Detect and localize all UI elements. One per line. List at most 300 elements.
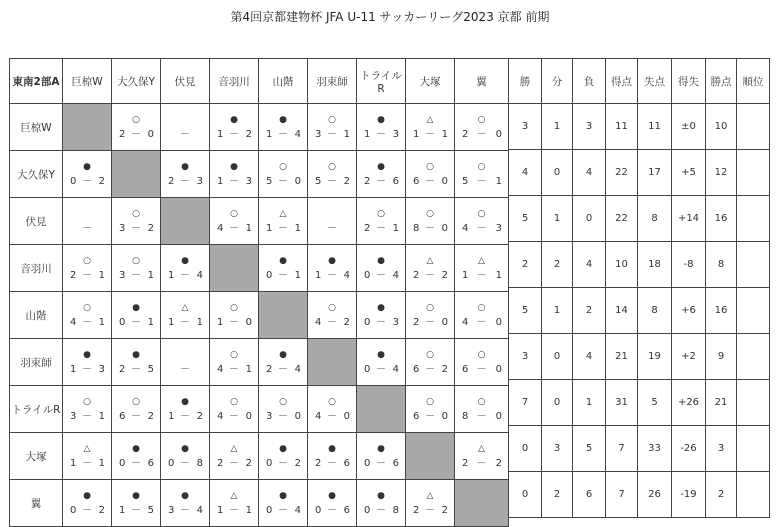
match-cell <box>357 104 406 151</box>
match-cell <box>112 433 161 480</box>
goals-against: 2 <box>495 458 502 469</box>
score-separator: － <box>327 458 337 469</box>
score-separator: － <box>180 505 190 516</box>
goals-against: 5 <box>147 364 154 375</box>
team-row-name: 翼 <box>10 480 63 527</box>
goals-against: 6 <box>392 458 399 469</box>
match-cell <box>63 245 112 292</box>
score-separator: － <box>476 176 487 187</box>
result-symbol: ○ <box>477 115 486 125</box>
stat-cell <box>737 104 770 150</box>
goals-against: 4 <box>196 505 203 516</box>
goals-for: 4 <box>315 317 322 328</box>
goals-against: 0 <box>441 176 448 187</box>
goals-against: 1 <box>245 364 252 375</box>
result-symbol: ○ <box>132 397 140 407</box>
result-symbol: ● <box>377 491 385 501</box>
goals-against: 3 <box>495 223 502 234</box>
score-separator: － <box>476 458 487 469</box>
result-symbol: ○ <box>230 350 238 360</box>
result-symbol: ○ <box>230 397 238 407</box>
goals-for: 4 <box>217 411 224 422</box>
goals-against: 4 <box>392 364 399 375</box>
goals-for: 3 <box>315 129 322 140</box>
match-cell <box>308 292 357 339</box>
score-separator: － <box>425 317 435 328</box>
goals-against: 1 <box>98 270 105 281</box>
goals-for: 2 <box>70 270 77 281</box>
goals-against: 6 <box>343 505 350 516</box>
goals-against: 2 <box>294 458 301 469</box>
match-cell <box>161 386 210 433</box>
score-separator: － <box>131 505 141 516</box>
stat-cell: +5 <box>672 150 706 196</box>
match-cell <box>210 433 259 480</box>
goals-against: 0 <box>245 411 252 422</box>
goals-against: 0 <box>495 364 502 375</box>
score-separator: － <box>476 270 487 281</box>
stat-column-header: 順位 <box>737 59 770 104</box>
goals-against: 4 <box>294 364 301 375</box>
stat-cell: 7 <box>509 380 542 426</box>
goals-against: 4 <box>196 270 203 281</box>
score-separator: － <box>278 458 288 469</box>
goals-for: 3 <box>119 223 126 234</box>
self-match-cell <box>210 245 259 292</box>
stat-cell: 4 <box>509 150 542 196</box>
stat-cell: 5 <box>509 288 542 334</box>
stat-cell: 5 <box>573 426 606 472</box>
goals-against: 1 <box>245 505 252 516</box>
team-column-header: 羽束師 <box>308 59 357 104</box>
result-symbol: ● <box>377 256 385 266</box>
goals-against: 3 <box>392 129 399 140</box>
result-symbol: ● <box>377 303 385 313</box>
stat-cell: 11 <box>638 104 672 150</box>
stat-cell: -26 <box>672 426 706 472</box>
score-separator: － <box>376 364 386 375</box>
result-symbol: ● <box>279 491 287 501</box>
match-cell <box>112 245 161 292</box>
result-symbol: ● <box>83 162 91 172</box>
goals-against: 1 <box>392 223 399 234</box>
stat-cell: ±0 <box>672 104 706 150</box>
goals-against: 2 <box>196 411 203 422</box>
score-separator: － <box>82 364 92 375</box>
match-cell <box>406 339 455 386</box>
team-row-name: 羽束師 <box>10 339 63 386</box>
stat-cell: 5 <box>638 380 672 426</box>
standings-row <box>509 334 770 380</box>
stat-cell <box>737 380 770 426</box>
stat-cell: 8 <box>706 242 737 288</box>
match-cell <box>308 480 357 527</box>
match-cell <box>259 151 308 198</box>
match-cell <box>259 386 308 433</box>
stat-cell: 22 <box>606 196 638 242</box>
stat-cell: 0 <box>573 196 606 242</box>
stat-cell: 33 <box>638 426 672 472</box>
score-separator: － <box>278 364 288 375</box>
result-symbol: ○ <box>377 209 385 219</box>
score-separator: － <box>131 364 141 375</box>
goals-against: 0 <box>441 223 448 234</box>
match-cell <box>406 245 455 292</box>
score-separator: － <box>327 129 337 140</box>
result-symbol: △ <box>478 256 485 266</box>
goals-against: 0 <box>495 129 502 140</box>
goals-for: 4 <box>462 223 469 234</box>
team-column-header: 大塚 <box>406 59 455 104</box>
result-symbol: ○ <box>230 303 238 313</box>
score-separator: － <box>131 223 141 234</box>
stat-cell: 16 <box>706 288 737 334</box>
score-separator: － <box>229 317 239 328</box>
goals-against: 0 <box>441 317 448 328</box>
result-symbol: ● <box>377 162 385 172</box>
stat-cell: 2 <box>573 288 606 334</box>
league-name-cell: 東南2部A <box>10 59 63 104</box>
goals-against: 2 <box>441 270 448 281</box>
score-separator: － <box>425 223 435 234</box>
stat-cell: 0 <box>509 426 542 472</box>
goals-against: 0 <box>343 411 350 422</box>
stat-cell <box>737 426 770 472</box>
standings-row <box>509 380 770 426</box>
result-symbol: ● <box>181 162 189 172</box>
score-separator: － <box>229 364 239 375</box>
stat-cell: 16 <box>706 196 737 242</box>
score-separator: － <box>82 458 92 469</box>
stat-cell: 7 <box>606 472 638 518</box>
stat-cell: 11 <box>606 104 638 150</box>
results-table <box>9 58 509 527</box>
team-column-header: 伏見 <box>161 59 210 104</box>
goals-for: 4 <box>217 223 224 234</box>
score-separator: － <box>278 270 288 281</box>
goals-for: 2 <box>413 317 420 328</box>
result-symbol: ○ <box>279 397 287 407</box>
self-match-cell <box>161 198 210 245</box>
stat-cell: 1 <box>542 288 573 334</box>
goals-against: 2 <box>147 411 154 422</box>
stat-column-header: 失点 <box>638 59 672 104</box>
stat-cell: 9 <box>706 334 737 380</box>
goals-for: 0 <box>364 364 371 375</box>
score-separator: － <box>180 176 190 187</box>
match-cell <box>210 339 259 386</box>
goals-for: 0 <box>364 317 371 328</box>
goals-against: 1 <box>147 317 154 328</box>
stat-cell: 3 <box>509 104 542 150</box>
stat-cell: 3 <box>573 104 606 150</box>
goals-against: 1 <box>147 270 154 281</box>
goals-against: 4 <box>294 505 301 516</box>
stat-cell: 2 <box>509 242 542 288</box>
stat-cell: 1 <box>573 380 606 426</box>
team-row-name: 巨椋W <box>10 104 63 151</box>
match-cell <box>210 480 259 527</box>
stat-cell: -8 <box>672 242 706 288</box>
goals-against: 1 <box>495 270 502 281</box>
goals-for: 2 <box>364 223 371 234</box>
goals-for: 3 <box>70 411 77 422</box>
score-separator: － <box>229 411 239 422</box>
team-column-header: 山階 <box>259 59 308 104</box>
goals-against: 1 <box>495 176 502 187</box>
team-row <box>10 198 509 245</box>
goals-against: 3 <box>245 176 252 187</box>
goals-for: 0 <box>266 458 273 469</box>
stat-column-header: 勝点 <box>706 59 737 104</box>
result-symbol: ○ <box>132 115 140 125</box>
goals-against: 3 <box>98 364 105 375</box>
goals-for: 1 <box>315 270 322 281</box>
team-column-header: 翼 <box>455 59 509 104</box>
result-symbol: ○ <box>426 209 434 219</box>
result-symbol: △ <box>230 444 238 454</box>
match-cell <box>210 386 259 433</box>
goals-for: 0 <box>119 317 126 328</box>
goals-against: 6 <box>343 458 350 469</box>
match-cell <box>259 245 308 292</box>
result-symbol: ● <box>377 444 385 454</box>
result-symbol: △ <box>478 444 485 454</box>
result-symbol: ○ <box>426 350 434 360</box>
result-symbol: ○ <box>279 162 287 172</box>
result-symbol: ○ <box>477 397 486 407</box>
score-separator: － <box>82 411 92 422</box>
goals-against: 3 <box>392 317 399 328</box>
goals-against: 1 <box>441 129 448 140</box>
goals-for: 1 <box>217 129 224 140</box>
goals-for: 4 <box>315 411 322 422</box>
standings-row <box>509 150 770 196</box>
result-symbol: ○ <box>132 256 140 266</box>
result-symbol: △ <box>181 303 189 313</box>
self-match-cell <box>406 433 455 480</box>
score-separator: － <box>476 129 487 140</box>
standings-row <box>509 472 770 518</box>
goals-for: 2 <box>413 270 420 281</box>
score-separator: － <box>376 270 386 281</box>
match-cell <box>112 198 161 245</box>
match-cell <box>210 198 259 245</box>
goals-for: 3 <box>119 270 126 281</box>
match-cell <box>161 433 210 480</box>
score-separator: － <box>229 129 239 140</box>
goals-against: 2 <box>245 129 252 140</box>
stat-cell: 2 <box>542 472 573 518</box>
result-symbol: ● <box>132 444 140 454</box>
match-cell <box>357 198 406 245</box>
team-column-header: 大久保Y <box>112 59 161 104</box>
result-symbol: ● <box>279 350 287 360</box>
stat-cell: 0 <box>509 472 542 518</box>
team-column-header: 音羽川 <box>210 59 259 104</box>
match-cell <box>63 339 112 386</box>
match-cell <box>406 151 455 198</box>
team-row <box>10 386 509 433</box>
stat-cell <box>737 334 770 380</box>
stat-cell <box>737 472 770 518</box>
goals-against: 1 <box>98 317 105 328</box>
result-symbol: ○ <box>328 162 336 172</box>
score-separator: － <box>180 458 190 469</box>
stat-cell <box>737 196 770 242</box>
match-cell <box>406 198 455 245</box>
goals-for: 6 <box>462 364 469 375</box>
goals-against: 1 <box>245 223 252 234</box>
match-cell <box>112 480 161 527</box>
result-symbol: ○ <box>83 256 91 266</box>
result-symbol: ○ <box>83 397 91 407</box>
result-symbol: ● <box>83 491 91 501</box>
standings-row <box>509 288 770 334</box>
score-separator: － <box>131 317 141 328</box>
goals-for: 1 <box>217 317 224 328</box>
goals-for: 1 <box>462 270 469 281</box>
stat-cell: 31 <box>606 380 638 426</box>
team-row-name: 山階 <box>10 292 63 339</box>
goals-for: 1 <box>168 270 175 281</box>
match-cell <box>357 339 406 386</box>
match-cell <box>210 104 259 151</box>
score-separator: － <box>327 317 337 328</box>
results-header-row <box>10 59 509 104</box>
self-match-cell <box>308 339 357 386</box>
match-cell <box>455 245 509 292</box>
match-cell <box>210 292 259 339</box>
score-separator: － <box>327 176 337 187</box>
match-cell <box>308 386 357 433</box>
score-separator: － <box>425 505 435 516</box>
goals-for: 0 <box>70 176 77 187</box>
result-symbol: ● <box>377 115 385 125</box>
match-cell <box>308 433 357 480</box>
stat-cell: 0 <box>542 380 573 426</box>
goals-against: 1 <box>294 270 301 281</box>
goals-for: 5 <box>462 176 469 187</box>
stat-cell <box>737 242 770 288</box>
goals-for: 2 <box>364 176 371 187</box>
no-match-dash: － <box>180 129 190 140</box>
match-cell <box>357 245 406 292</box>
result-symbol: ● <box>328 444 336 454</box>
score-separator: － <box>476 411 487 422</box>
goals-against: 1 <box>98 458 105 469</box>
stat-column-header: 得点 <box>606 59 638 104</box>
goals-for: 2 <box>315 458 322 469</box>
stat-cell: 10 <box>706 104 737 150</box>
stat-cell: 0 <box>542 334 573 380</box>
stat-cell: 8 <box>638 196 672 242</box>
stat-cell <box>737 288 770 334</box>
goals-for: 6 <box>413 176 420 187</box>
match-cell <box>112 386 161 433</box>
match-cell <box>455 151 509 198</box>
stat-cell: 18 <box>638 242 672 288</box>
team-row <box>10 104 509 151</box>
goals-against: 0 <box>294 176 301 187</box>
goals-for: 4 <box>462 317 469 328</box>
match-cell <box>357 480 406 527</box>
goals-against: 1 <box>343 129 350 140</box>
goals-for: 6 <box>119 411 126 422</box>
team-row <box>10 151 509 198</box>
goals-for: 0 <box>315 505 322 516</box>
team-row-name: 伏見 <box>10 198 63 245</box>
match-cell <box>308 151 357 198</box>
score-separator: － <box>82 317 92 328</box>
team-column-header: トライルR <box>357 59 406 104</box>
goals-for: 1 <box>413 129 420 140</box>
score-separator: － <box>376 176 386 187</box>
result-symbol: ● <box>181 444 189 454</box>
result-symbol: ○ <box>83 303 91 313</box>
team-row <box>10 433 509 480</box>
score-separator: － <box>229 458 239 469</box>
score-separator: － <box>376 223 386 234</box>
stat-cell: 1 <box>542 196 573 242</box>
stat-cell: 21 <box>606 334 638 380</box>
stat-cell: 4 <box>573 150 606 196</box>
goals-for: 0 <box>364 270 371 281</box>
goals-for: 0 <box>70 505 77 516</box>
stat-cell: 3 <box>509 334 542 380</box>
match-cell <box>406 480 455 527</box>
team-row-name: 大久保Y <box>10 151 63 198</box>
match-cell <box>406 386 455 433</box>
goals-for: 1 <box>119 505 126 516</box>
standings-row <box>509 196 770 242</box>
page-title: 第4回京都建物杯 JFA U-11 サッカーリーグ2023 京都 前期 <box>230 10 550 24</box>
stat-cell: 2 <box>706 472 737 518</box>
stat-cell: 7 <box>606 426 638 472</box>
goals-for: 1 <box>217 176 224 187</box>
score-separator: － <box>425 176 435 187</box>
result-symbol: ● <box>181 491 189 501</box>
goals-against: 4 <box>343 270 350 281</box>
team-row <box>10 480 509 527</box>
score-separator: － <box>425 364 435 375</box>
match-cell <box>63 433 112 480</box>
goals-for: 1 <box>70 364 77 375</box>
stat-cell: 8 <box>638 288 672 334</box>
score-separator: － <box>131 458 141 469</box>
result-symbol: ○ <box>426 397 434 407</box>
goals-against: 3 <box>196 176 203 187</box>
match-cell <box>308 245 357 292</box>
team-row <box>10 339 509 386</box>
stat-cell: 6 <box>573 472 606 518</box>
goals-against: 0 <box>294 411 301 422</box>
standings-row <box>509 104 770 150</box>
result-symbol: ● <box>230 115 238 125</box>
match-cell <box>406 292 455 339</box>
result-symbol: ● <box>132 350 140 360</box>
score-separator: － <box>278 411 288 422</box>
goals-against: 8 <box>392 505 399 516</box>
result-symbol: ● <box>328 256 336 266</box>
score-separator: － <box>229 505 239 516</box>
result-symbol: ● <box>181 397 189 407</box>
goals-for: 4 <box>70 317 77 328</box>
goals-against: 0 <box>245 317 252 328</box>
goals-for: 2 <box>168 176 175 187</box>
match-cell <box>63 480 112 527</box>
match-cell <box>63 292 112 339</box>
